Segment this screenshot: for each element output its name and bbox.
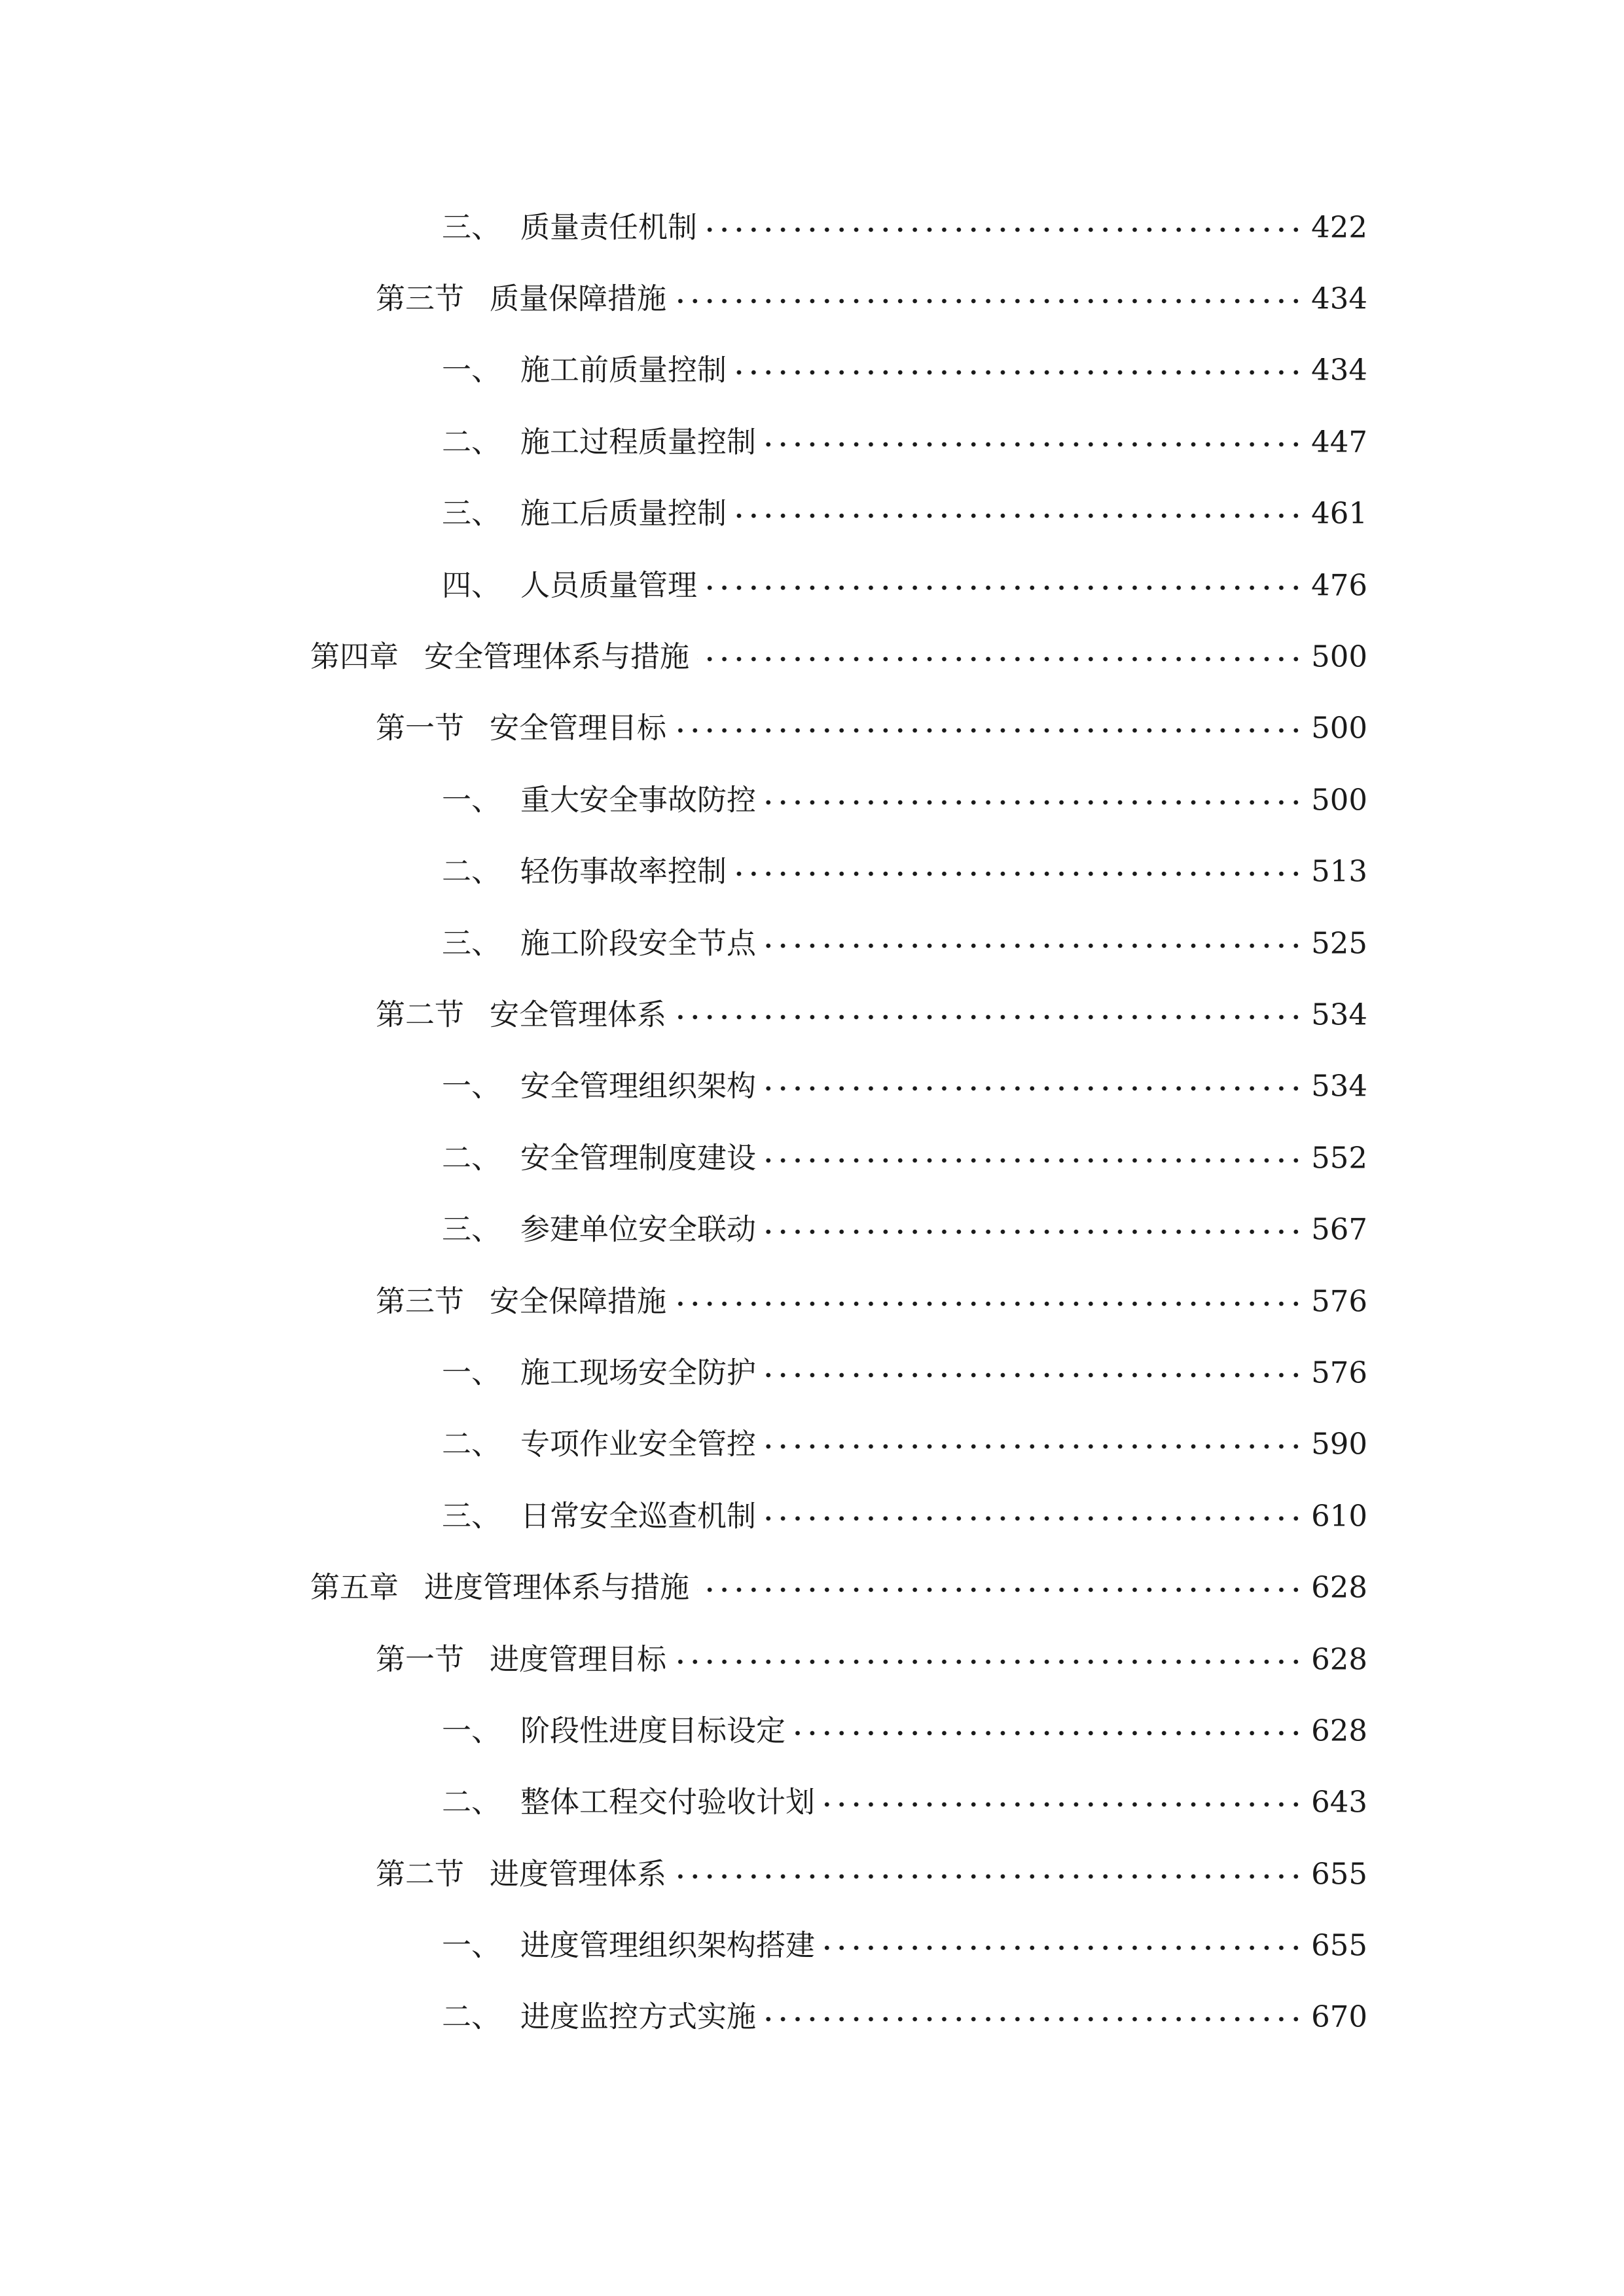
dot-leader — [697, 653, 1303, 666]
toc-entry-marker: 一、 — [442, 1713, 501, 1748]
toc-entry[interactable] — [0, 1767, 1624, 1838]
toc-entry-page: 447 — [1311, 424, 1367, 459]
toc-entry[interactable] — [0, 1838, 1624, 1909]
dot-leader — [764, 1369, 1303, 1382]
toc-entry[interactable] — [0, 1050, 1624, 1122]
toc-entry[interactable] — [0, 907, 1624, 978]
toc-entry-page: 567 — [1311, 1211, 1367, 1247]
toc-entry-title: 安全管理体系 — [490, 997, 667, 1032]
toc-entry-marker: 三、 — [442, 1498, 501, 1534]
toc-entry-marker: 第五章 — [310, 1570, 399, 1605]
toc-entry-title: 安全保障措施 — [490, 1283, 667, 1319]
dot-leader — [734, 366, 1303, 379]
toc-entry[interactable] — [0, 478, 1624, 549]
toc-entry-title: 日常安全巡查机制 — [520, 1498, 757, 1534]
toc-entry[interactable] — [0, 978, 1624, 1050]
dot-leader — [697, 1583, 1303, 1596]
toc-entry[interactable] — [0, 1408, 1624, 1480]
dot-leader — [793, 1727, 1303, 1740]
toc-entry-title: 阶段性进度目标设定 — [520, 1713, 786, 1748]
toc-entry-page: 670 — [1311, 1999, 1367, 2034]
toc-entry-marker: 一、 — [442, 1068, 501, 1103]
toc-entry[interactable] — [0, 262, 1624, 334]
toc-entry-marker: 二、 — [442, 424, 501, 459]
dot-leader — [674, 295, 1303, 308]
toc-entry[interactable] — [0, 1981, 1624, 2053]
toc-entry-page: 590 — [1311, 1426, 1367, 1462]
toc-entry-title: 进度管理目标 — [490, 1641, 667, 1676]
dot-leader — [734, 867, 1303, 880]
dot-leader — [764, 1440, 1303, 1453]
toc-entry-title: 安全管理目标 — [490, 710, 667, 745]
toc-entry[interactable] — [0, 1695, 1624, 1766]
dot-leader — [764, 1512, 1303, 1525]
toc-entry[interactable] — [0, 836, 1624, 907]
toc-entry-title: 重大安全事故防控 — [520, 782, 757, 817]
toc-entry-marker: 一、 — [442, 782, 501, 817]
toc-entry-title: 专项作业安全管控 — [520, 1426, 757, 1462]
dot-leader — [764, 1154, 1303, 1167]
toc-entry-page: 461 — [1311, 495, 1367, 531]
toc-entry-title: 安全管理组织架构 — [520, 1068, 757, 1103]
dot-leader — [674, 1655, 1303, 1668]
toc-entry-marker: 二、 — [442, 1784, 501, 1820]
toc-entry-page: 552 — [1311, 1140, 1367, 1175]
toc-entry-title: 进度管理体系与措施 — [424, 1570, 690, 1605]
toc-entry-title: 施工前质量控制 — [520, 352, 727, 387]
toc-entry-marker: 三、 — [442, 209, 501, 245]
toc-entry-title: 人员质量管理 — [520, 567, 698, 603]
toc-entry[interactable] — [0, 1193, 1624, 1265]
toc-entry-page: 500 — [1311, 782, 1367, 817]
toc-entry[interactable] — [0, 1623, 1624, 1695]
toc-entry-marker: 第一节 — [376, 1641, 465, 1676]
toc-entry-title: 施工过程质量控制 — [520, 424, 757, 459]
toc-entry[interactable] — [0, 764, 1624, 835]
dot-leader — [823, 1798, 1303, 1811]
toc-entry-page: 500 — [1311, 639, 1367, 674]
toc-entry-page: 576 — [1311, 1283, 1367, 1319]
toc-entry[interactable] — [0, 1122, 1624, 1193]
toc-entry-page: 500 — [1311, 710, 1367, 745]
toc-entry[interactable] — [0, 620, 1624, 692]
toc-entry-page: 628 — [1311, 1570, 1367, 1605]
toc-entry-marker: 二、 — [442, 853, 501, 889]
toc-entry-title: 质量保障措施 — [490, 281, 667, 316]
toc-entry-title: 施工阶段安全节点 — [520, 925, 757, 961]
dot-leader — [764, 1082, 1303, 1095]
toc-entry-title: 进度管理体系 — [490, 1856, 667, 1892]
toc-entry-marker: 二、 — [442, 1999, 501, 2034]
dot-leader — [674, 724, 1303, 737]
dot-leader — [705, 223, 1303, 236]
toc-entry-marker: 第三节 — [376, 281, 465, 316]
toc-entry-marker: 第二节 — [376, 997, 465, 1032]
toc-entry[interactable] — [0, 1551, 1624, 1623]
toc-entry-marker: 第一节 — [376, 710, 465, 745]
toc-entry-title: 施工现场安全防护 — [520, 1355, 757, 1390]
toc-entry-title: 安全管理制度建设 — [520, 1140, 757, 1175]
dot-leader — [764, 1225, 1303, 1238]
toc-entry-title: 进度监控方式实施 — [520, 1999, 757, 2034]
toc-entry-page: 513 — [1311, 853, 1367, 889]
toc-entry-page: 655 — [1311, 1928, 1367, 1963]
toc-entry[interactable] — [0, 549, 1624, 620]
toc-entry-marker: 第四章 — [310, 639, 399, 674]
toc-entry-page: 628 — [1311, 1713, 1367, 1748]
toc-entry-title: 整体工程交付验收计划 — [520, 1784, 816, 1820]
toc-entry-page: 576 — [1311, 1355, 1367, 1390]
dot-leader — [764, 939, 1303, 952]
toc-entry-page: 628 — [1311, 1641, 1367, 1676]
dot-leader — [674, 1011, 1303, 1024]
dot-leader — [705, 581, 1303, 594]
toc-entry-marker: 三、 — [442, 925, 501, 961]
dot-leader — [764, 2013, 1303, 2026]
toc-entry-page: 434 — [1311, 281, 1367, 316]
toc-entry-marker: 三、 — [442, 495, 501, 531]
toc-entry[interactable] — [0, 334, 1624, 406]
toc-entry-title: 轻伤事故率控制 — [520, 853, 727, 889]
toc-entry-page: 643 — [1311, 1784, 1367, 1820]
toc-entry-page: 476 — [1311, 567, 1367, 603]
toc-entry-title: 施工后质量控制 — [520, 495, 727, 531]
toc-entry-marker: 三、 — [442, 1211, 501, 1247]
toc-entry-title: 安全管理体系与措施 — [424, 639, 690, 674]
toc-entry-marker: 一、 — [442, 1355, 501, 1390]
toc-entry-marker: 一、 — [442, 352, 501, 387]
toc-entry-title: 进度管理组织架构搭建 — [520, 1928, 816, 1963]
toc-entry-marker: 第三节 — [376, 1283, 465, 1319]
toc-entry-page: 610 — [1311, 1498, 1367, 1534]
toc-entry-page: 534 — [1311, 1068, 1367, 1103]
toc-entry-page: 655 — [1311, 1856, 1367, 1892]
toc-entry[interactable] — [0, 692, 1624, 764]
dot-leader — [674, 1870, 1303, 1883]
toc-entry[interactable] — [0, 1909, 1624, 1981]
toc-entry-title: 质量责任机制 — [520, 209, 698, 245]
toc-entry-page: 534 — [1311, 997, 1367, 1032]
toc-entry-page: 422 — [1311, 209, 1367, 245]
toc-entry[interactable] — [0, 1336, 1624, 1408]
toc-entry-marker: 第二节 — [376, 1856, 465, 1892]
toc-entry-page: 434 — [1311, 352, 1367, 387]
toc-entry[interactable] — [0, 191, 1624, 262]
toc-entry-marker: 二、 — [442, 1140, 501, 1175]
toc-entry[interactable] — [0, 1265, 1624, 1336]
toc-entry[interactable] — [0, 406, 1624, 477]
dot-leader — [764, 796, 1303, 809]
toc-entry[interactable] — [0, 1480, 1624, 1551]
toc-entry-marker: 四、 — [442, 567, 501, 603]
toc-entry-marker: 一、 — [442, 1928, 501, 1963]
toc-entry-page: 525 — [1311, 925, 1367, 961]
dot-leader — [674, 1297, 1303, 1310]
toc-entry-marker: 二、 — [442, 1426, 501, 1462]
dot-leader — [734, 509, 1303, 522]
dot-leader — [823, 1941, 1303, 1954]
table-of-contents — [0, 191, 1624, 2053]
dot-leader — [764, 438, 1303, 451]
toc-entry-title: 参建单位安全联动 — [520, 1211, 757, 1247]
